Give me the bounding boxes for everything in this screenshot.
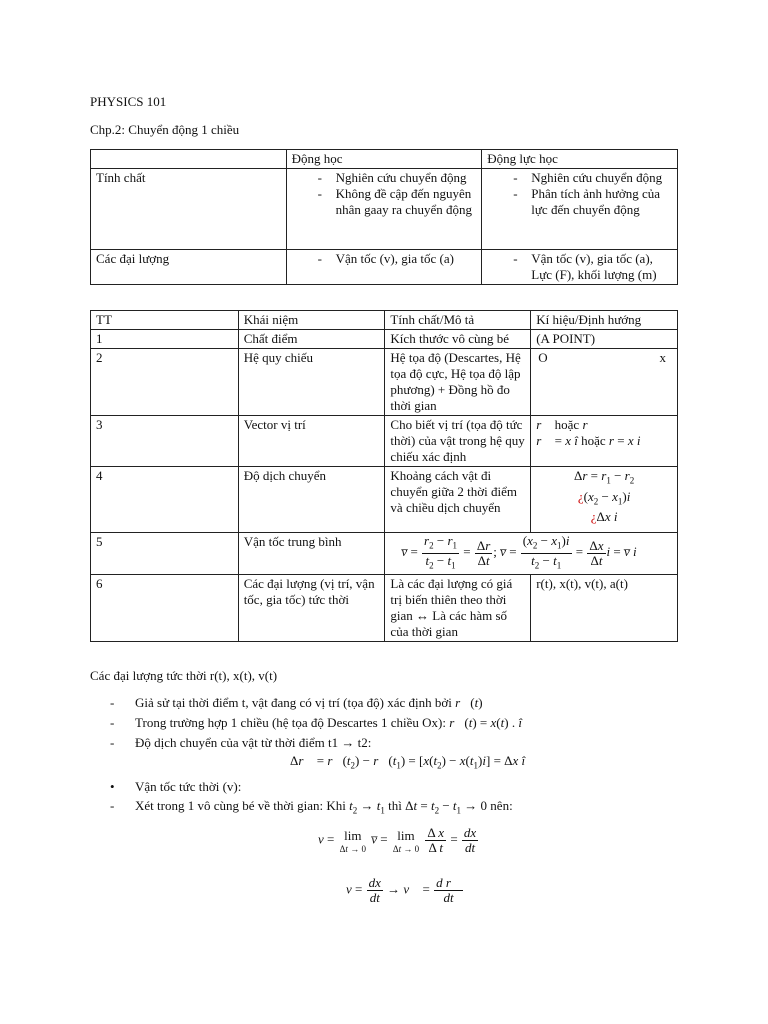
table-row bbox=[91, 250, 678, 285]
formula: ¿Δx i bbox=[590, 509, 618, 525]
list-item-text: Giả sử tại thời điểm t, vật đang có vị trí (tọa độ) xác định bởi bbox=[135, 695, 456, 710]
table-cell: r(t), x(t), v(t), a(t) bbox=[531, 575, 678, 642]
table-cell bbox=[482, 250, 678, 285]
formula: r⃗ = x î hoặc r = x i bbox=[536, 433, 641, 448]
formula-text: hoặc bbox=[551, 417, 583, 432]
table-cell: 6 bbox=[91, 575, 239, 642]
table-cell: 4 bbox=[91, 467, 239, 533]
table-header-concept: Khái niệm bbox=[238, 311, 385, 330]
instant-velocity-formula: v = $\frac{dx}{dt}$ → v⃗ = $\frac{\text{d r⃗}}{dt}$ bbox=[346, 875, 462, 905]
list-item-text: nên: bbox=[487, 798, 513, 813]
average-velocity-formula: v̅ = $\frac{r_2 - r_1}{t_2 - t_1}$ = $\frac{\Delta r}{\Delta t}$ ; v̅ = $\frac{(x_2 - x_1)i}{t_2 - t_1}$ = $\frac{\Delta x}{\Delta t}$ i = v̅ i bbox=[385, 533, 678, 575]
table-cell bbox=[286, 250, 482, 285]
table-row bbox=[91, 533, 678, 575]
table-row bbox=[91, 416, 678, 467]
table-row bbox=[91, 330, 678, 349]
kinematics-dynamics-table bbox=[90, 149, 678, 285]
origin-label: O bbox=[538, 350, 548, 365]
formula: $\Delta r = r_1 - r_2$ bbox=[573, 468, 635, 486]
table-cell bbox=[91, 150, 287, 169]
table-cell: Là các đại lượng có giá trị biến thiên theo thời gian ↔ Là các hàm số của thời gian bbox=[385, 575, 531, 642]
table-cell: Vector vị trí bbox=[238, 416, 385, 467]
list-item: - Nghiên cứu chuyển động bbox=[292, 170, 477, 186]
formula-text: hoặc bbox=[577, 433, 609, 448]
table-cell: Các đại lượng (vị trí, vận tốc, gia tốc) tức thời bbox=[238, 575, 385, 642]
list-item-text: Trong trường hợp 1 chiều (hệ tọa độ Descartes 1 chiều Ox): bbox=[135, 715, 450, 730]
axis-label: x bbox=[659, 350, 666, 365]
table-header-row bbox=[91, 150, 678, 169]
table-cell: 3 bbox=[91, 416, 239, 467]
table-header-description: Tính chất/Mô tả bbox=[385, 311, 531, 330]
row-label: Tính chất bbox=[91, 169, 287, 250]
section-heading: Các đại lượng tức thời r(t), x(t), v(t) bbox=[90, 668, 278, 683]
formula: r⃗ hoặc r bbox=[536, 417, 588, 432]
table-cell: Độ dịch chuyển bbox=[238, 467, 385, 533]
table-row bbox=[91, 575, 678, 642]
list-item: • Vận tốc tức thời (v): bbox=[110, 779, 242, 794]
table-cell bbox=[482, 169, 678, 250]
instant-velocity-limit-formula: v = lim Δt → 0 v̅ = lim Δt → 0 $\frac{\text{Δ x}}{\text{Δ t}}$ = $\frac{dx}{dt}$ bbox=[318, 825, 477, 855]
list-item: - Không đề cập đến nguyên nhân gaay ra chuyển động bbox=[292, 186, 477, 218]
chapter-heading: Chp.2: Chuyển động 1 chiều bbox=[90, 122, 240, 137]
list-item: - Vận tốc (v), gia tốc (a) bbox=[292, 251, 477, 267]
table-cell: (A POINT) bbox=[531, 330, 678, 349]
table-cell: Chất điểm bbox=[238, 330, 385, 349]
table-row bbox=[91, 169, 678, 250]
document-title: PHYSICS 101 bbox=[90, 94, 167, 109]
list-item: - Giả sử tại thời điểm t, vật đang có vị trí (tọa độ) xác định bởi r⃗(t) bbox=[110, 695, 483, 710]
list-item-text: thì bbox=[384, 798, 406, 813]
concepts-table bbox=[90, 310, 678, 642]
list-item-text: Xét trong 1 vô cùng bé về thời gian: Khi bbox=[135, 798, 350, 813]
list-item: - Trong trường hợp 1 chiều (hệ tọa độ Descartes 1 chiều Ox): r⃗(t) = x(t) . î bbox=[110, 715, 522, 730]
table-header-tt: TT bbox=[91, 311, 239, 330]
displacement-formula: Δr⃗ = $r⃗(t_2)$ − $r⃗(t_1) = [x(t_2) - x(t_1)i] = \Delta x$ î bbox=[290, 753, 526, 771]
list-item: - Xét trong 1 vô cùng bé về thời gian: Khi $t_2 \to t_1$ thì $\Delta t = t_2 - t_1 \to 0$ nên: bbox=[110, 798, 513, 816]
table-cell: Hệ tọa độ (Descartes, Hệ tọa độ cực, Hệ tọa độ lập phương) + Đồng hồ đo thời gian bbox=[385, 349, 531, 416]
table-cell: Khoảng cách vật đi chuyển giữa 2 thời điểm và chiều dịch chuyển bbox=[385, 467, 531, 533]
row-label: Các đại lượng bbox=[91, 250, 287, 285]
table-cell: Hệ quy chiếu bbox=[238, 349, 385, 416]
list-item: - Nghiên cứu chuyển động bbox=[487, 170, 672, 186]
list-item-text: Độ dịch chuyển của vật từ thời điểm t1 → t2: bbox=[135, 735, 372, 750]
table-cell: 1 bbox=[91, 330, 239, 349]
table-row bbox=[91, 349, 678, 416]
formula: ¿$(x_2 - x_1)i$ bbox=[577, 488, 631, 507]
table-header-row bbox=[91, 311, 678, 330]
list-item-text: Vận tốc tức thời (v): bbox=[135, 779, 242, 794]
table-cell: 5 bbox=[91, 533, 239, 575]
table-header-symbol: Kí hiệu/Định hướng bbox=[531, 311, 678, 330]
list-item: - Độ dịch chuyển của vật từ thời điểm t1 → t2: bbox=[110, 735, 372, 750]
table-cell bbox=[531, 349, 678, 416]
table-cell: Kích thước vô cùng bé bbox=[385, 330, 531, 349]
table-cell bbox=[531, 467, 678, 533]
table-cell bbox=[531, 416, 678, 467]
table-cell: Cho biết vị trí (tọa độ tức thời) của vật trong hệ quy chiếu xác định bbox=[385, 416, 531, 467]
table-header-dynamics: Động lực học bbox=[482, 150, 678, 169]
table-header-kinematics: Động học bbox=[286, 150, 482, 169]
table-row bbox=[91, 467, 678, 533]
table-cell bbox=[286, 169, 482, 250]
list-item: - Vận tốc (v), gia tốc (a), Lực (F), khối lượng (m) bbox=[487, 251, 672, 283]
list-item: - Phân tích ảnh hưởng của lực đến chuyển động bbox=[487, 186, 672, 218]
table-cell: Vận tốc trung bình bbox=[238, 533, 385, 575]
table-cell: 2 bbox=[91, 349, 239, 416]
